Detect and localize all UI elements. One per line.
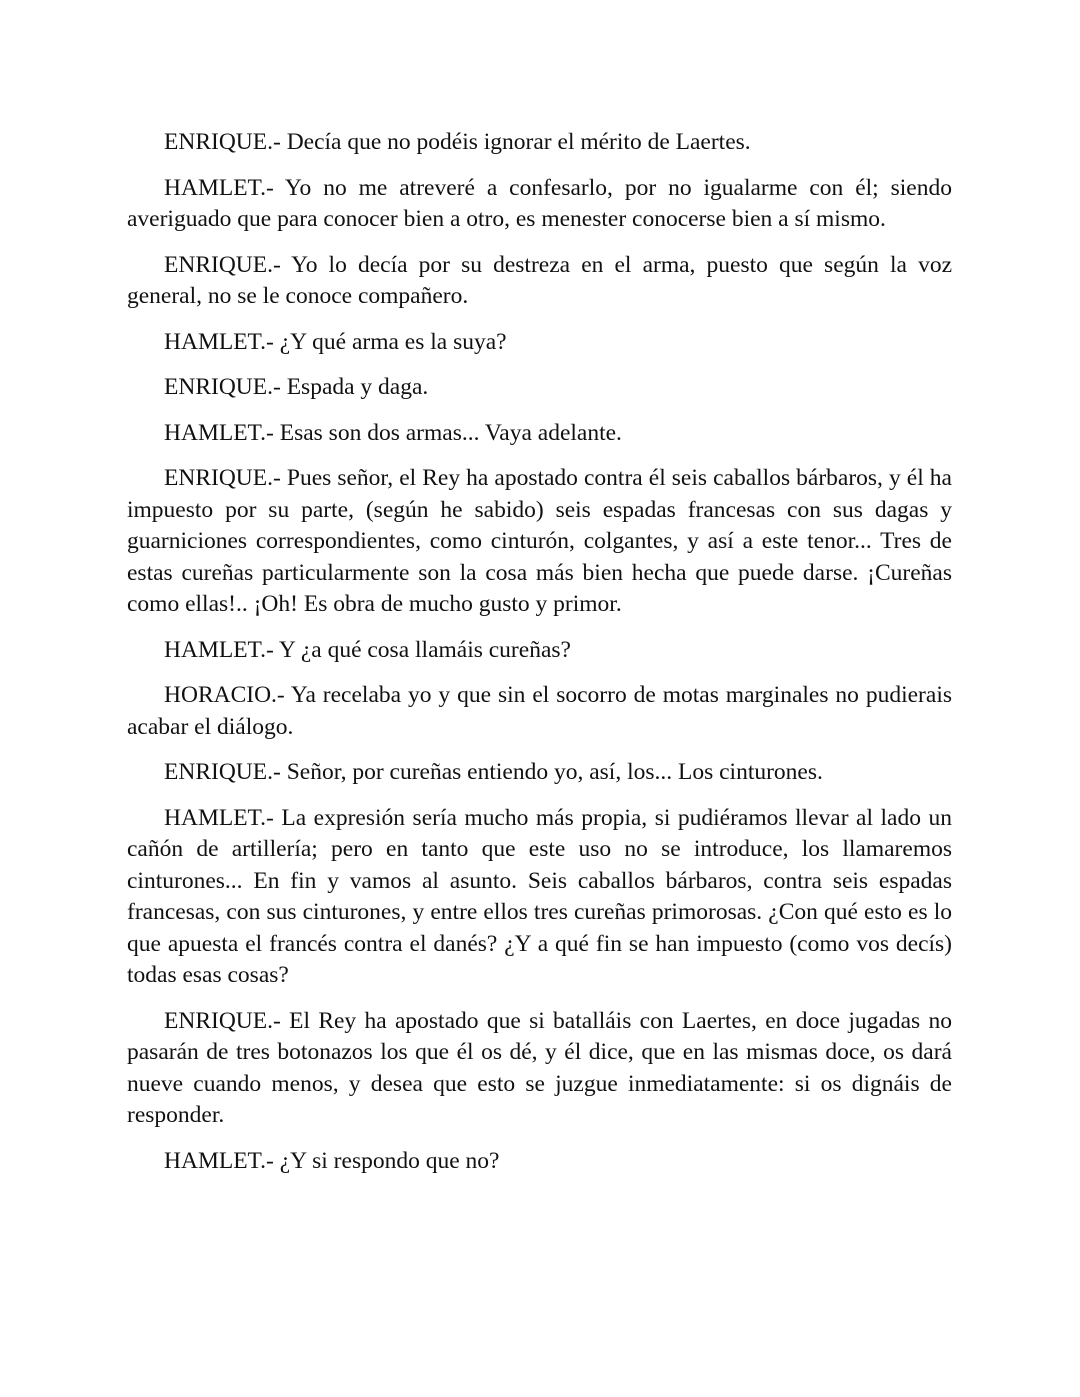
dialogue-paragraph: HAMLET.- ¿Y qué arma es la suya? [164,328,507,355]
dialogue-paragraph: HAMLET.- Y ¿a qué cosa llamáis cureñas? [164,636,571,663]
dialogue-paragraph: ENRIQUE.- Pues señor, el Rey ha apostado contra él seis caballos bárbaros, y él ha impuesto por su parte, (según he sabido) seis espadas francesas con sus dagas y guarniciones correspondientes, como cinturón, colgantes, y así a este tenor... Tres de estas cureñas particularmente son la cosa más bien hecha que puede darse. ¡Cureñas como ellas!.. ¡Oh! Es obra de mucho gusto y primor. [127,465,952,617]
dialogue-paragraph: HAMLET.- Yo no me atreveré a confesarlo, por no igualarme con él; siendo averiguado que para conocer bien a otro, es menester conocerse bien a sí mismo. [127,174,952,232]
dialogue-paragraph: HAMLET.- ¿Y si respondo que no? [164,1147,500,1174]
dialogue-paragraph: ENRIQUE.- Señor, por cureñas entiendo yo, así, los... Los cinturones. [164,759,823,785]
dialogue-paragraph: HAMLET.- La expresión sería mucho más propia, si pudiéramos llevar al lado un cañón de artillería; pero en tanto que este uso no se introduce, los llamaremos cinturones... En fin y vamos al asunto. Seis caballos bárbaros, contra seis espadas francesas, con sus cinturones, y entre ellos tres cureñas primorosas. ¿Con qué esto es lo que apuesta el francés contra el danés? ¿Y a qué fin se han impuesto (como vos decís) todas esas cosas? [127,804,952,988]
dialogue-paragraph: HORACIO.- Ya recelaba yo y que sin el socorro de motas marginales no pudierais acabar el diálogo. [127,682,952,740]
dialogue-paragraph: ENRIQUE.- Espada y daga. [164,374,429,400]
document-page [127,127,952,1191]
dialogue-paragraph: ENRIQUE.- Yo lo decía por su destreza en el arma, puesto que según la voz general, no se le conoce compañero. [127,251,952,309]
dialogue-paragraph: ENRIQUE.- El Rey ha apostado que si batalláis con Laertes, en doce jugadas no pasarán de tres botonazos los que él os dé, y él dice, que en las mismas doce, os dará nueve cuando menos, y desea que esto se juzgue inmediatamente: si os dignáis de responder. [127,1007,952,1128]
dialogue-paragraph: HAMLET.- Esas son dos armas... Vaya adelante. [164,419,622,446]
dialogue-paragraph: ENRIQUE.- Decía que no podéis ignorar el mérito de Laertes. [164,129,751,155]
